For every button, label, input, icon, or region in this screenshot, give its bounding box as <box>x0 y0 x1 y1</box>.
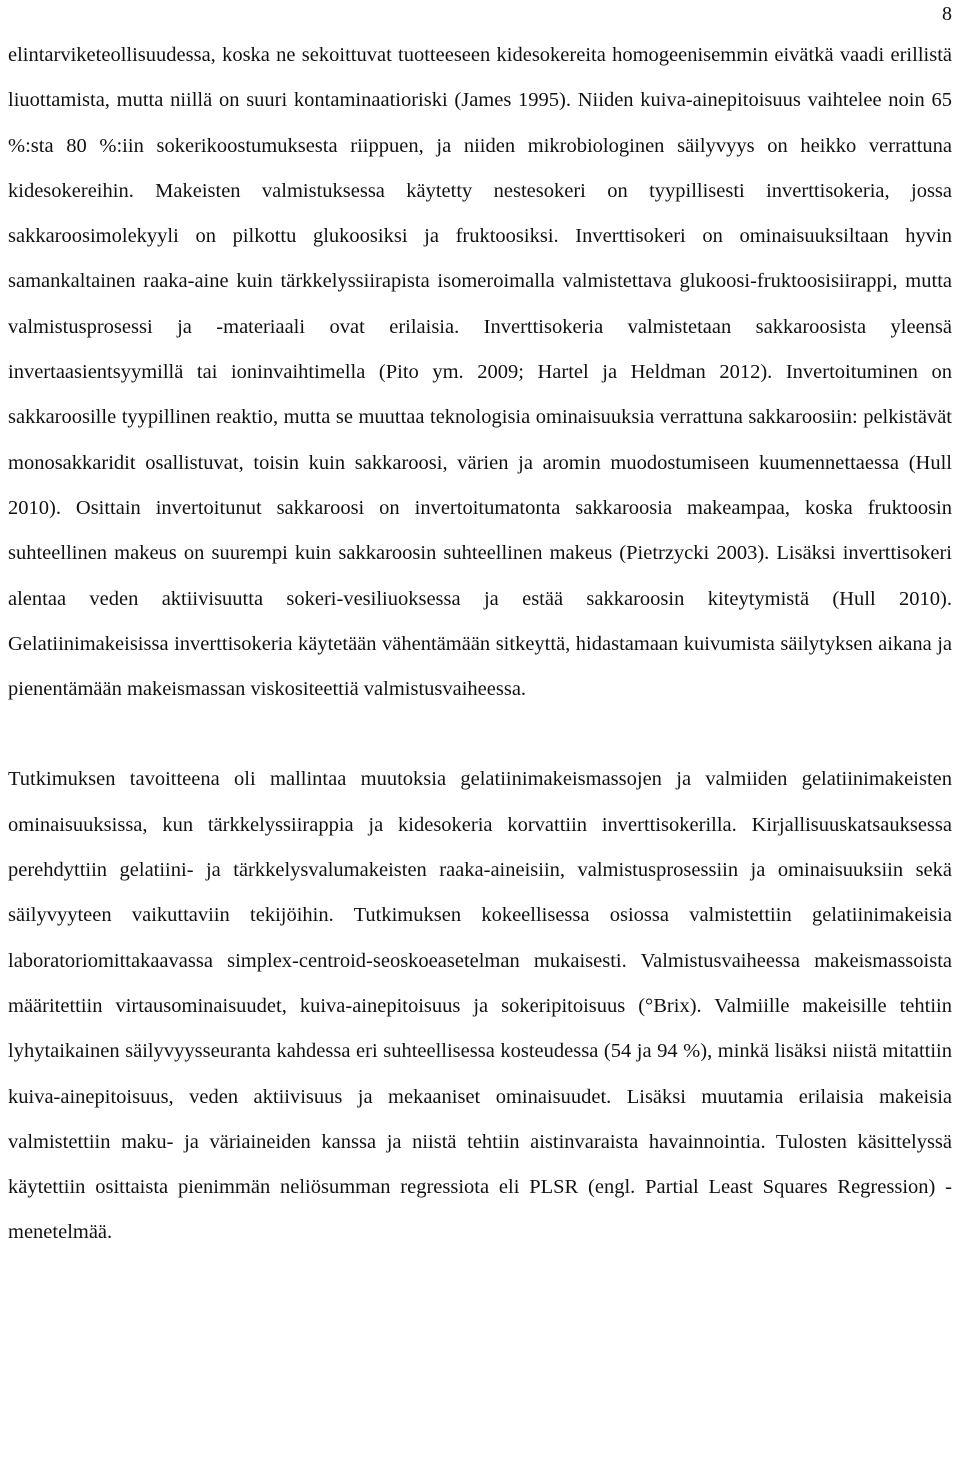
document-body <box>8 33 952 1256</box>
paragraph-research-aim: Tutkimuksen tavoitteena oli mallintaa muutoksia gelatiinimakeismassojen ja valmiiden gelatiinimakeisten ominaisuuksissa, kun tärkkelyssiirappia ja kidesokeria korvattiin inverttisokerilla. Kirjallisuuskatsauksessa perehdyttiin gelatiini- ja tärkkelysvalumakeisten raaka-aineisiin, valmistusprosessiin ja ominaisuuksiin sekä säilyvyyteen vaikuttaviin tekijöihin. Tutkimuksen kokeellisessa osiossa valmistettiin gelatiinimakeisia laboratoriomittakaavassa simplex-centroid-seoskoeasetelman mukaisesti. Valmistusvaiheessa makeismassoista määritettiin virtausominaisuudet, kuiva-ainepitoisuus ja sokeripitoisuus (°Brix). Valmiille makeisille tehtiin lyhytaikainen säilyvyysseuranta kahdessa eri suhteellisessa kosteudessa (54 ja 94 %), minkä lisäksi niistä mitattiin kuiva-ainepitoisuus, veden aktiivisuus ja mekaaniset ominaisuudet. Lisäksi muutamia erilaisia makeisia valmistettiin maku- ja väriaineiden kanssa ja niistä tehtiin aistinvaraista havainnointia. Tulosten käsittelyssä käytettiin osittaista pienimmän neliösumman regressiota eli PLSR (engl. Partial Least Squares Regression) -menetelmää. <box>8 768 952 1244</box>
paragraph-invert-sugar: elintarviketeollisuudessa, koska ne sekoittuvat tuotteeseen kidesokereita homogeenisemmin eivätkä vaadi erillistä liuottamista, mutta niillä on suuri kontaminaatioriski (James 1995). Niiden kuiva-ainepitoisuus vaihtelee noin 65 %:sta 80 %:iin sokerikoostumuksesta riippuen, ja niiden mikrobiologinen säilyvyys on heikko verrattuna kidesokereihin. Makeisten valmistuksessa käytetty nestesokeri on tyypillisesti inverttisokeria, jossa sakkaroosimolekyyli on pilkottu glukoosiksi ja fruktoosiksi. Inverttisokeri on ominaisuuksiltaan hyvin samankaltainen raaka-aine kuin tärkkelyssiirapista isomeroimalla valmistettava glukoosi-fruktoosisiirappi, mutta valmistusprosessi ja -materiaali ovat erilaisia. Inverttisokeria valmistetaan sakkaroosista yleensä invertaasientsyymillä tai ioninvaihtimella (Pito ym. 2009; Hartel ja Heldman 2012). Invertoituminen on sakkaroosille tyypillinen reaktio, mutta se muuttaa teknologisia ominaisuuksia verrattuna sakkaroosiin: pelkistävät monosakkaridit osallistuvat, toisin kuin sakkaroosi, värien ja aromin muodostumiseen kuumennettaessa (Hull 2010). Osittain invertoitunut sakkaroosi on invertoitumatonta sakkaroosia makeampaa, koska fruktoosin suhteellinen makeus on suurempi kuin sakkaroosin suhteellinen makeus (Pietrzycki 2003). Lisäksi inverttisokeri alentaa veden aktiivisuutta sokeri-vesiliuoksessa ja estää sakkaroosin kiteytymistä (Hull 2010). Gelatiinimakeisissa inverttisokeria käytetään vähentämään sitkeyttä, hidastamaan kuivumista säilytyksen aikana ja pienentämään makeismassan viskositeettiä valmistusvaiheessa. <box>8 44 952 701</box>
page-number: 8 <box>942 3 952 25</box>
